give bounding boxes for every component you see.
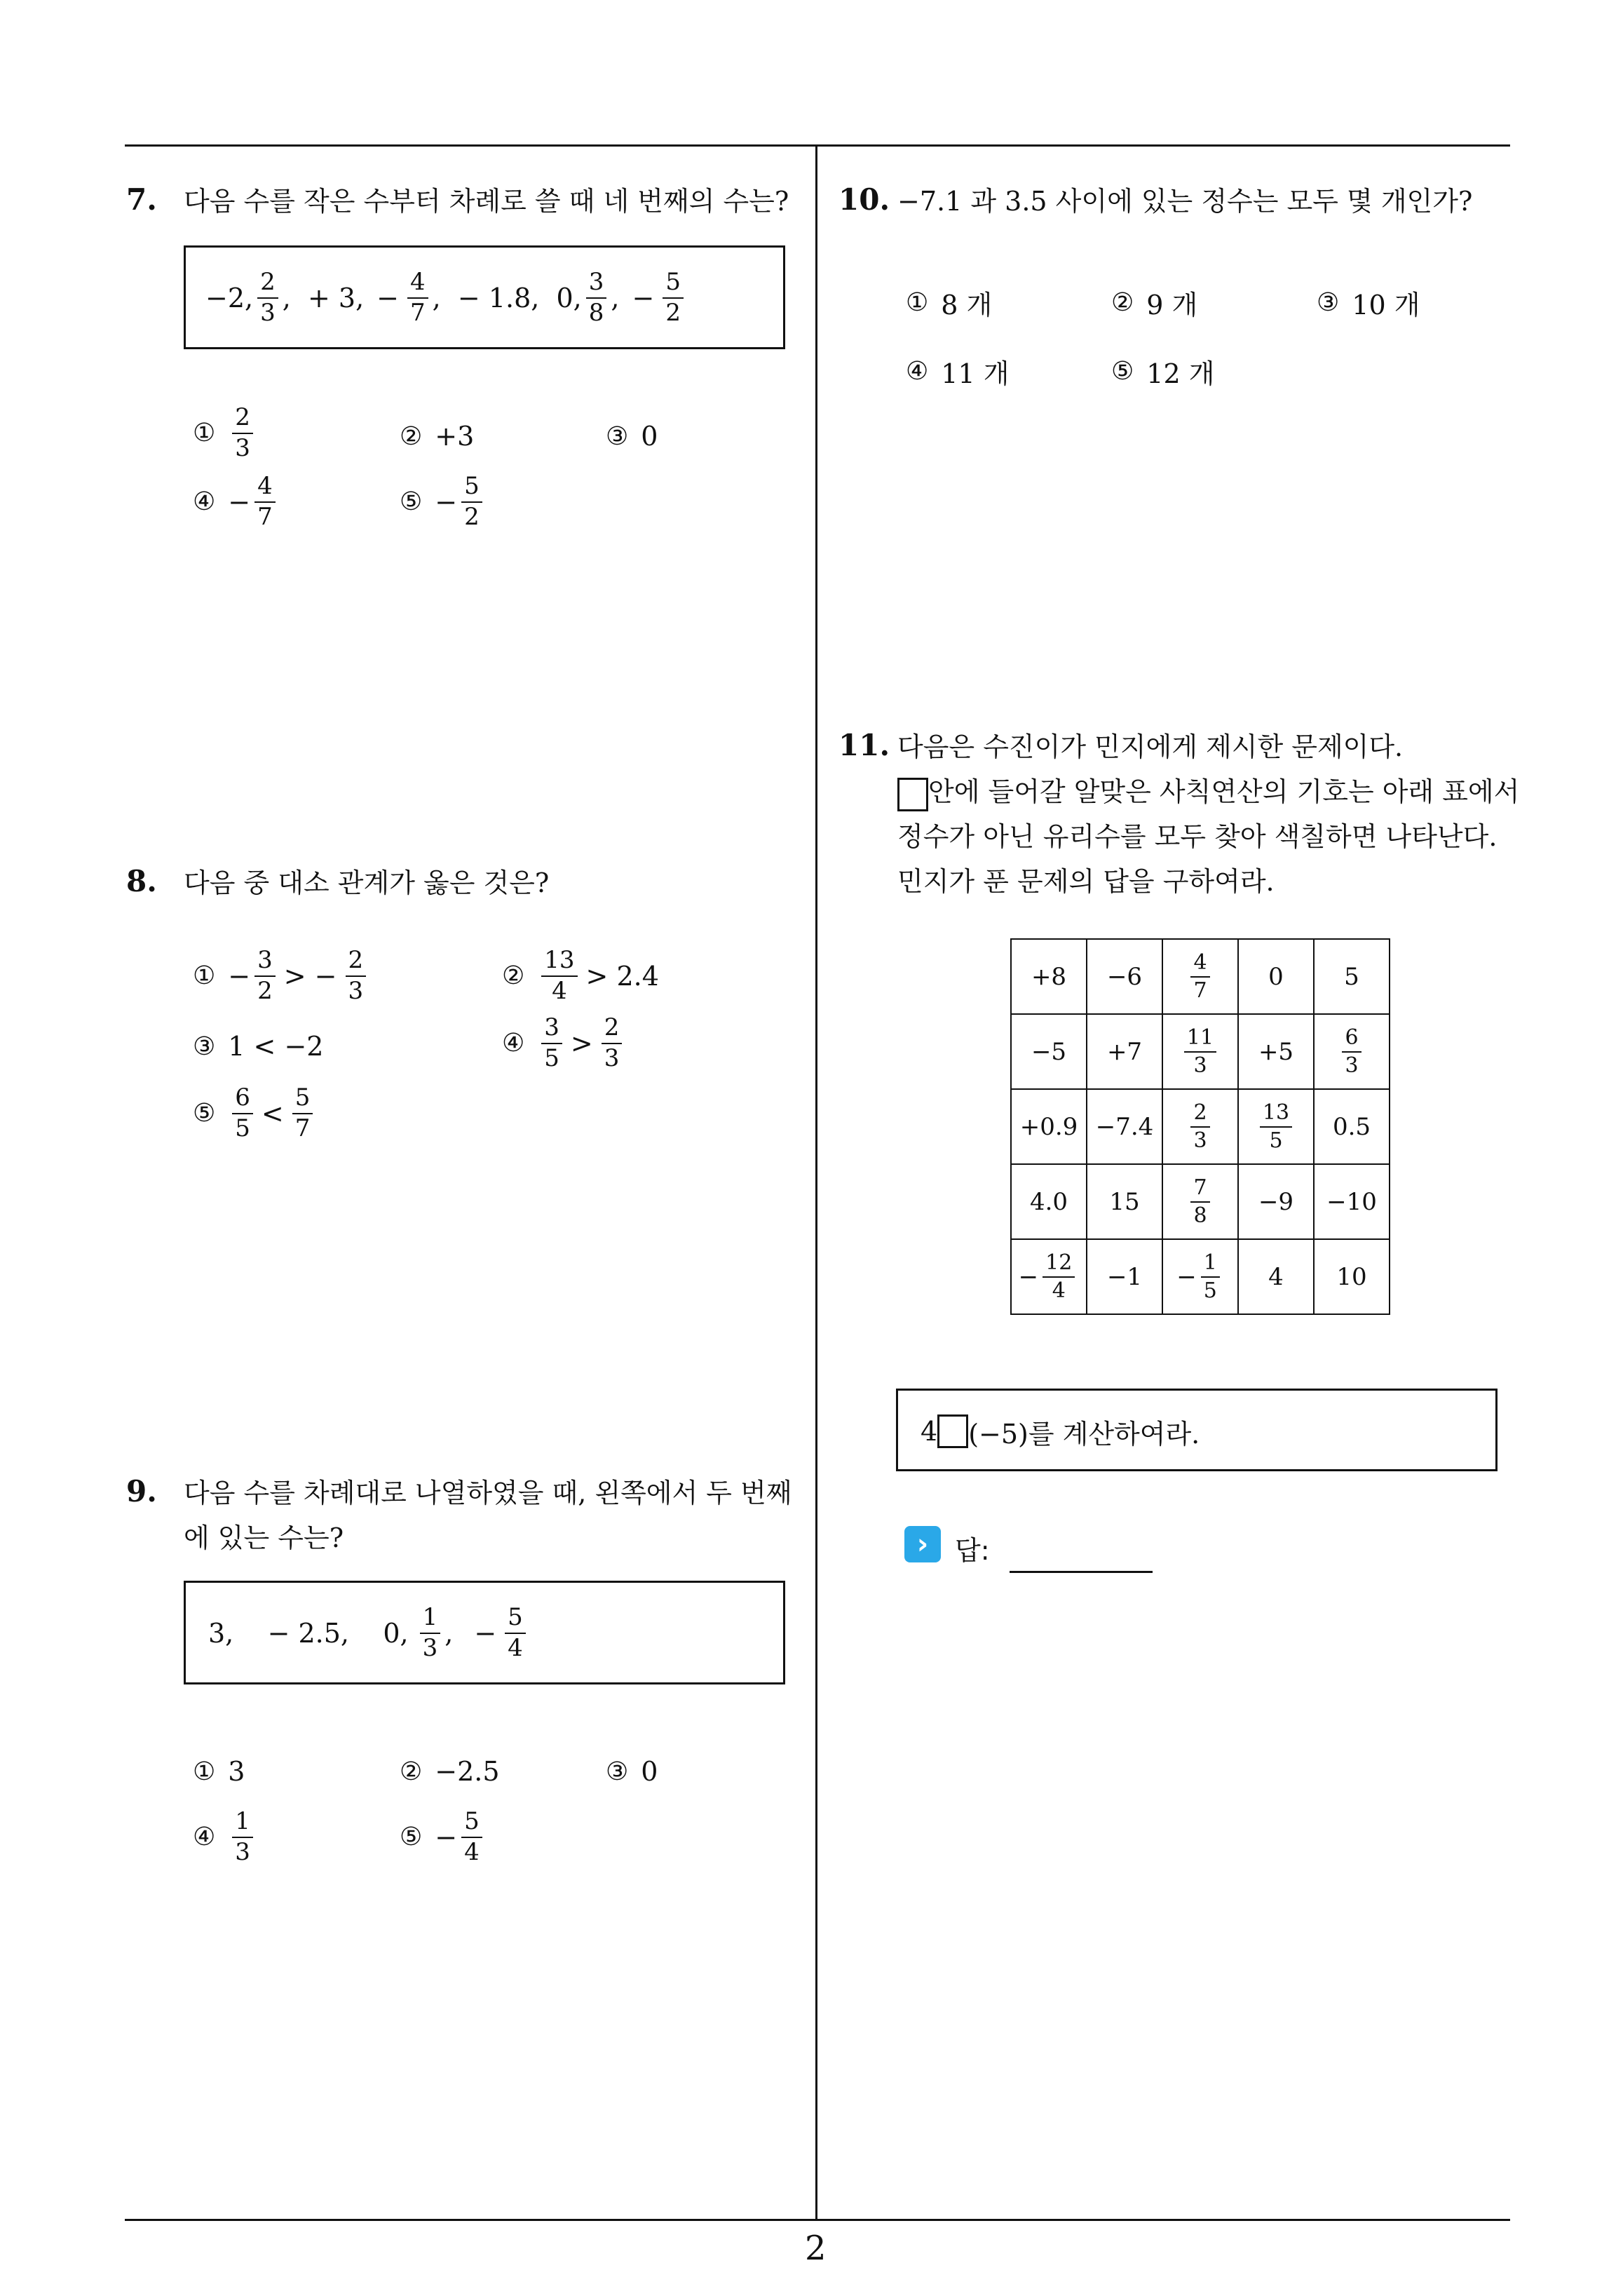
q11-expression-box [896,1389,1498,1471]
grid-cell: 4 [1238,1239,1314,1314]
q7-item-text: −2, [205,283,254,313]
answer-arrow-icon: › [904,1526,941,1562]
q9-choice-5[interactable]: ⑤ − $\frac{5}{4}$ [400,1809,487,1865]
q7-minus-sign: − [632,283,655,313]
q8-question: 다음 중 대소 관계가 옳은 것은? [184,867,550,898]
grid-cell: $\frac{2}{3}$ [1162,1089,1238,1164]
grid-cell: +7 [1087,1014,1162,1089]
grid-cell: +8 [1011,939,1087,1014]
q10-choice-1[interactable]: ① 8 개 [906,288,993,320]
q9-question-line1: 다음 수를 차례대로 나열하였을 때, 왼쪽에서 두 번째 [184,1478,792,1508]
q11-question-line3: 정수가 아닌 유리수를 모두 찾아 색칠하면 나타난다. [897,821,1498,852]
q10-choice-4[interactable]: ④ 11 개 [906,357,1010,389]
q7-item-text: , − 1.8, 0, [432,283,582,313]
grid-cell: −6 [1087,939,1162,1014]
q7-number: 7. [126,182,157,217]
q10-number: 10. [838,182,890,217]
q7-fraction: $\frac{4}{7}$ [407,270,428,325]
expression-text: (−5)를 계산하여라. [968,1418,1200,1450]
q11-question-line1: 다음은 수진이가 민지에게 제시한 문제이다. [897,731,1404,762]
q8-choice-5[interactable]: ⑤ $\frac{6}{5}$ < $\frac{5}{7}$ [193,1086,317,1141]
column-divider [815,144,817,2220]
q8-number: 8. [126,864,157,898]
q9-fraction: $\frac{1}{3}$ [420,1605,441,1661]
grid-row [1011,1164,1390,1239]
q10-choice-5[interactable]: ⑤ 12 개 [1111,357,1215,389]
q7-number-box [184,245,785,349]
q9-choice-4[interactable]: ④ $\frac{1}{3}$ [193,1809,257,1865]
grid-cell: − $\frac{12}{4}$ [1011,1239,1087,1314]
grid-cell: −7.4 [1087,1089,1162,1164]
q8-choice-3[interactable]: ③ 1 < −2 [193,1031,324,1062]
operator-blank-box [937,1414,968,1448]
grid-cell: −1 [1087,1239,1162,1314]
grid-cell: −9 [1238,1164,1314,1239]
grid-cell: − $\frac{1}{5}$ [1162,1239,1238,1314]
grid-cell: $\frac{7}{8}$ [1162,1164,1238,1239]
expression-prefix: 4 [921,1416,938,1447]
q10-choice-3[interactable]: ③ 10 개 [1317,288,1420,320]
rational-number-grid [1010,938,1390,1315]
page-number: 2 [805,2229,827,2268]
answer-input-line[interactable] [1010,1571,1153,1573]
q7-item-text: , [611,283,620,313]
q9-number-box [184,1581,785,1684]
q7-fraction: $\frac{2}{3}$ [257,270,278,325]
q7-choice-2[interactable]: ② +3 [400,421,475,452]
q7-choice-3[interactable]: ③ 0 [606,421,658,452]
grid-cell: 0.5 [1314,1089,1390,1164]
q9-item-text: , [444,1618,454,1649]
q7-fraction: $\frac{3}{8}$ [586,270,607,325]
q11-number: 11. [838,728,890,762]
bottom-rule [125,2219,1510,2221]
q8-choice-4[interactable]: ④ $\frac{3}{5}$ > $\frac{2}{3}$ [502,1015,626,1071]
q9-choice-2[interactable]: ② −2.5 [400,1756,500,1787]
q8-choice-2[interactable]: ② $\frac{13}{4}$ > 2.4 [502,946,659,1005]
q11-question-line2: 안에 들어갈 알맞은 사칙연산의 기호는 아래 표에서 [897,769,1519,814]
grid-cell: $\frac{4}{7}$ [1162,939,1238,1014]
q7-fraction: $\frac{5}{2}$ [663,270,684,325]
q9-fraction: $\frac{5}{4}$ [505,1605,526,1661]
grid-cell: −10 [1314,1164,1390,1239]
grid-cell: +5 [1238,1014,1314,1089]
q8-choice-1[interactable]: ① − $\frac{3}{2}$ > − $\frac{2}{3}$ [193,948,370,1004]
q9-item-text: 3, − 2.5, 0, [208,1618,409,1649]
grid-cell: 0 [1238,939,1314,1014]
q10-choice-2[interactable]: ② 9 개 [1111,288,1198,320]
grid-cell: 4.0 [1011,1164,1087,1239]
top-rule [125,144,1510,147]
operator-blank-box [897,778,928,811]
q7-minus-sign: − [376,283,400,313]
q7-choice-4[interactable]: ④ − $\frac{4}{7}$ [193,474,280,529]
grid-row [1011,1089,1390,1164]
grid-row [1011,939,1390,1014]
q7-question: 다음 수를 작은 수부터 차례로 쓸 때 네 번째의 수는? [184,186,789,217]
grid-cell: $\frac{11}{3}$ [1162,1014,1238,1089]
grid-cell: 5 [1314,939,1390,1014]
q11-question-line4: 민지가 푼 문제의 답을 구하여라. [897,866,1275,897]
q7-item-text: , + 3, [282,283,365,313]
grid-cell: $\frac{6}{3}$ [1314,1014,1390,1089]
q9-number: 9. [126,1474,157,1508]
answer-label: 답: [955,1535,990,1566]
q9-choice-3[interactable]: ③ 0 [606,1756,658,1787]
grid-cell: −5 [1011,1014,1087,1089]
q9-minus-sign: − [474,1618,497,1649]
q10-question: −7.1 과 3.5 사이에 있는 정수는 모두 몇 개인가? [897,186,1473,217]
q7-choice-5[interactable]: ⑤ − $\frac{5}{2}$ [400,474,487,529]
grid-cell: $\frac{13}{5}$ [1238,1089,1314,1164]
grid-cell: 15 [1087,1164,1162,1239]
grid-cell: 10 [1314,1239,1390,1314]
grid-cell: +0.9 [1011,1089,1087,1164]
q7-choice-1[interactable]: ① $\frac{2}{3}$ [193,405,257,461]
grid-row [1011,1014,1390,1089]
grid-row [1011,1239,1390,1314]
q9-choice-1[interactable]: ① 3 [193,1756,245,1787]
q9-question-line2: 에 있는 수는? [184,1522,344,1553]
